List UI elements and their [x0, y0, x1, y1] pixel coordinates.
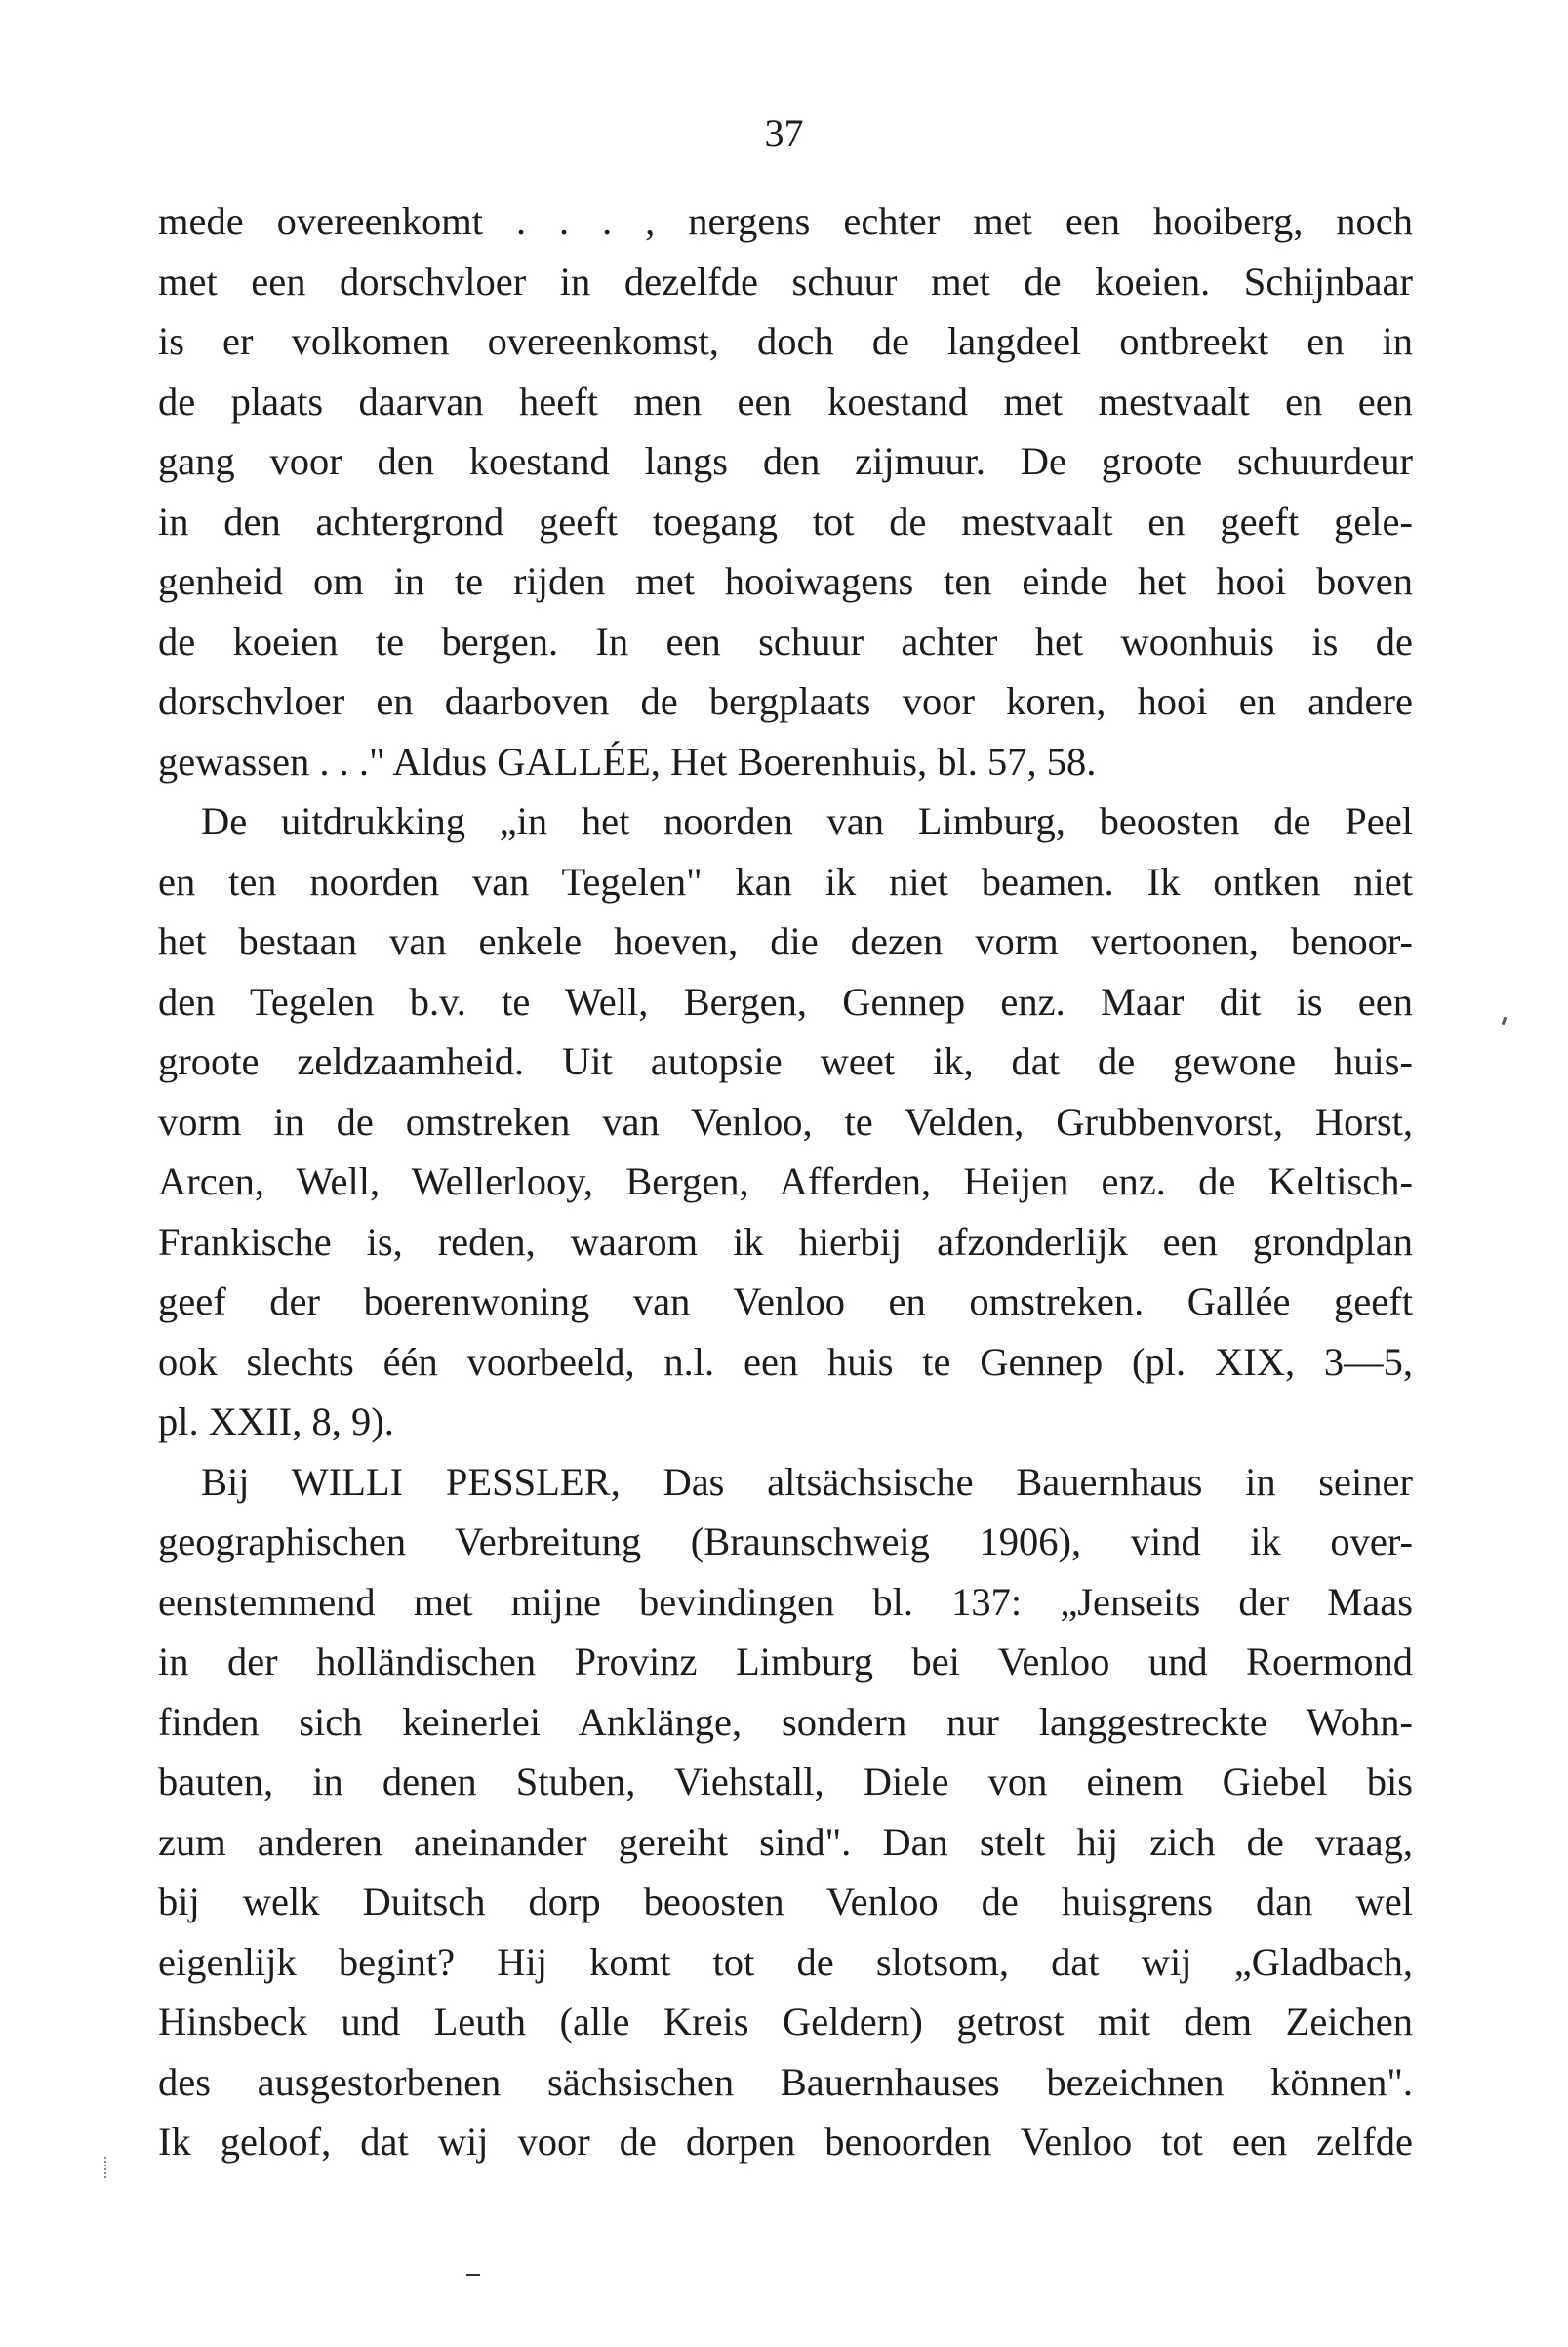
text-line: eenstemmend met mijne bevindingen bl. 137: „Jenseits der Maas: [158, 1579, 1413, 1624]
text-line: Ik geloof, dat wij voor de dorpen benoorden Venloo tot een zelfde: [158, 2120, 1413, 2164]
margin-speck: [104, 2157, 108, 2178]
text-line: en ten noorden van Tegelen" kan ik niet beamen. Ik ontken niet: [158, 859, 1413, 904]
text-line: bij welk Duitsch dorp beoosten Venloo de huisgrens dan wel: [158, 1880, 1413, 1923]
text-line: in den achtergrond geeft toegang tot de mestvaalt en geeft gele-: [158, 499, 1413, 544]
body-text: [158, 191, 1413, 2172]
text-line: eigenlijk begint? Hij komt tot de slotsom, dat wij „Gladbach,: [158, 1939, 1413, 1984]
text-line: vorm in de omstreken van Venloo, te Velden, Grubbenvorst, Horst,: [158, 1099, 1413, 1144]
text-line: ook slechts één voorbeeld, n.l. een huis te Gennep (pl. XIX, 3—5,: [158, 1339, 1413, 1384]
text-line: geef der boerenwoning van Venloo en omstreken. Gallée geeft: [158, 1279, 1413, 1323]
text-line: Bij WILLI PESSLER, Das altsächsische Bauernhaus in seiner: [201, 1459, 1413, 1504]
text-line: genheid om in te rijden met hooiwagens ten einde het hooi boven: [158, 559, 1413, 603]
text-line: is er volkomen overeenkomst, doch de langdeel ontbreekt en in: [158, 319, 1413, 363]
page-number: 37: [764, 111, 804, 155]
bottom-dash-mark: [466, 2274, 480, 2276]
margin-speck: [1502, 1017, 1508, 1026]
text-line: in der holländischen Provinz Limburg bei Venloo und Roermond: [158, 1639, 1413, 1683]
text-line: gewassen . . ." Aldus GALLÉE, Het Boerenhuis, bl. 57, 58.: [158, 739, 1097, 784]
text-line: Arcen, Well, Wellerlooy, Bergen, Afferden, Heijen enz. de Keltisch-: [158, 1159, 1413, 1203]
text-line: met een dorschvloer in dezelfde schuur met de koeien. Schijnbaar: [158, 259, 1413, 303]
text-line: dorschvloer en daarboven de bergplaats voor koren, hooi en andere: [158, 679, 1413, 723]
text-line: groote zeldzaamheid. Uit autopsie weet ik, dat de gewone huis-: [158, 1039, 1413, 1083]
text-line: de koeien te bergen. In een schuur achter het woonhuis is de: [158, 619, 1413, 664]
text-line: Hinsbeck und Leuth (alle Kreis Geldern) getrost mit dem Zeichen: [158, 2000, 1413, 2044]
text-line: mede overeenkomt . . . , nergens echter met een hooiberg, noch: [158, 199, 1413, 243]
text-line: des ausgestorbenen sächsischen Bauernhauses bezeichnen können".: [158, 2059, 1413, 2104]
text-line: pl. XXII, 8, 9).: [158, 1399, 394, 1443]
text-line: geographischen Verbreitung (Braunschweig 1906), vind ik over-: [158, 1519, 1413, 1563]
text-line: het bestaan van enkele hoeven, die dezen vorm vertoonen, benoor-: [158, 919, 1413, 963]
text-line: zum anderen aneinander gereiht sind". Dan stelt hij zich de vraag,: [158, 1819, 1413, 1864]
text-line: bauten, in denen Stuben, Viehstall, Diele von einem Giebel bis: [158, 1760, 1413, 1803]
text-line: de plaats daarvan heeft men een koestand met mestvaalt en een: [158, 379, 1413, 424]
text-line: gang voor den koestand langs den zijmuur. De groote schuurdeur: [158, 439, 1413, 483]
text-line: Frankische is, reden, waarom ik hierbij afzonderlijk een grondplan: [158, 1219, 1413, 1264]
text-line: den Tegelen b.v. te Well, Bergen, Gennep enz. Maar dit is een: [158, 979, 1413, 1024]
text-line: De uitdrukking „in het noorden van Limburg, beoosten de Peel: [201, 799, 1413, 843]
text-line: finden sich keinerlei Anklänge, sondern nur langgestreckte Wohn-: [158, 1699, 1413, 1744]
